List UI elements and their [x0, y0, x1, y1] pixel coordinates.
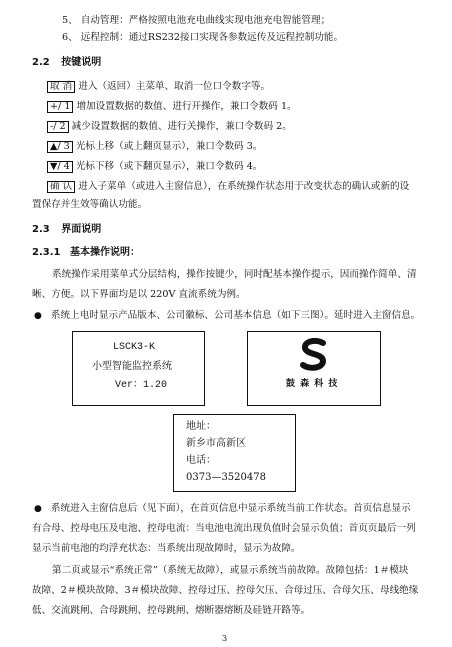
key-desc: 减少设置数据的数值、进行关操作，兼口令数码 2。: [71, 121, 292, 132]
section-heading-2-3-1: [32, 247, 140, 259]
paragraph-line: 系统操作采用菜单式分层结构，操作按键少，同时配基本操作提示，因而操作简单、清: [52, 269, 417, 280]
bullet-text: 系统上电时显示产品版本、公司徽标、公司基本信息（如下三图）。延时进入主窗信息。: [50, 310, 421, 321]
key-desc: 光标上移（或上翻页显示），兼口令数码 3。: [75, 141, 263, 152]
key-desc: 进入（返回）主菜单、取消一位口令数字等。: [78, 81, 271, 92]
section-title: 界面说明: [61, 224, 102, 235]
feature-item-5: 5、 自动管理：严格按照电池充电曲线实现电池充电智能管理；: [62, 15, 331, 26]
key-label-cancel: 取 消: [47, 81, 75, 93]
key-label-plus: +/ 1: [47, 101, 73, 113]
product-version-screen: [72, 331, 205, 406]
page-number: 3: [222, 634, 228, 643]
bullet-item: [34, 310, 420, 322]
paragraph-line: 第二页或显示“系统正常”（系统无故障），或显示系统当前故障。故障包括：1＃模块: [52, 565, 409, 576]
key-label-up: ▲/ 3: [47, 141, 73, 153]
bullet-item: [34, 503, 411, 515]
product-name: 小型智能监控系统: [92, 361, 172, 372]
model-name: LSCK3-K: [113, 342, 156, 353]
section-number: 2.2: [32, 57, 50, 68]
key-label-minus: -/ 2: [47, 121, 69, 133]
key-row-confirm: [47, 181, 409, 193]
section-heading-2-2: [32, 57, 101, 69]
paragraph-line: 故障、2＃模块故障、3＃模块故障、控母过压、控母欠压、合母过压、合母欠压、母线绝缘: [32, 585, 419, 596]
section-number: 2.3.1: [32, 247, 61, 258]
company-logo-icon: [296, 338, 332, 372]
section-title: 按键说明: [61, 57, 102, 68]
key-row-plus: [47, 101, 297, 113]
key-desc: 增加设置数据的数值、进行开操作，兼口令数码 1。: [76, 101, 297, 112]
key-desc: 进入子菜单（或进入主窗信息），在系统操作状态用于改变状态的确认或新的设: [78, 181, 410, 192]
version-text: Ver：1.20: [115, 380, 168, 391]
feature-item-6: 6、 远程控制：通过RS232接口实现各参数远传及远程控制功能。: [62, 32, 344, 43]
key-label-confirm: 确 认: [47, 181, 75, 193]
section-number: 2.3: [32, 224, 50, 235]
key-confirm-continuation: 置保存并生效等确认功能。: [32, 199, 148, 210]
company-logo-screen: [247, 331, 381, 406]
section-heading-2-3: [32, 224, 101, 236]
key-row-minus: [47, 121, 292, 133]
bullet-dot-icon: ●: [34, 504, 42, 514]
paragraph-line: 显示当前电池的均浮充状态：当系统出现故障时，显示为故障。: [32, 543, 301, 554]
paragraph-line: 晰、方便。以下界面均是以 220V 直流系统为例。: [32, 289, 246, 300]
key-label-down: ▼/ 4: [47, 161, 73, 173]
phone-value: 0373—3520478: [186, 472, 266, 483]
key-row-cancel: [47, 81, 270, 93]
address-label: 地址：: [186, 421, 216, 432]
paragraph-line: 低、交流跳闸、合母跳闸、控母跳闸、熔断器熔断及硅链开路等。: [32, 605, 311, 616]
key-row-up: [47, 141, 262, 153]
paragraph-line: 有合母、控母电压及电池、控母电流：当电池电流出现负值时会显示负值；首页页最后一列: [32, 523, 416, 534]
company-info-screen: [173, 414, 296, 492]
key-desc: 光标下移（或下翻页显示），兼口令数码 4。: [75, 161, 263, 172]
bullet-text: 系统进入主窗信息后（见下面），在首页信息中显示系统当前工作状态。首页信息显示: [50, 503, 411, 514]
section-title: 基本操作说明：: [69, 247, 140, 258]
phone-label: 电话：: [186, 455, 216, 466]
address-value: 新乡市高新区: [186, 438, 246, 449]
company-name: 鼓 森 科 技: [286, 379, 339, 389]
bullet-dot-icon: ●: [34, 311, 42, 321]
key-row-down: [47, 161, 262, 173]
